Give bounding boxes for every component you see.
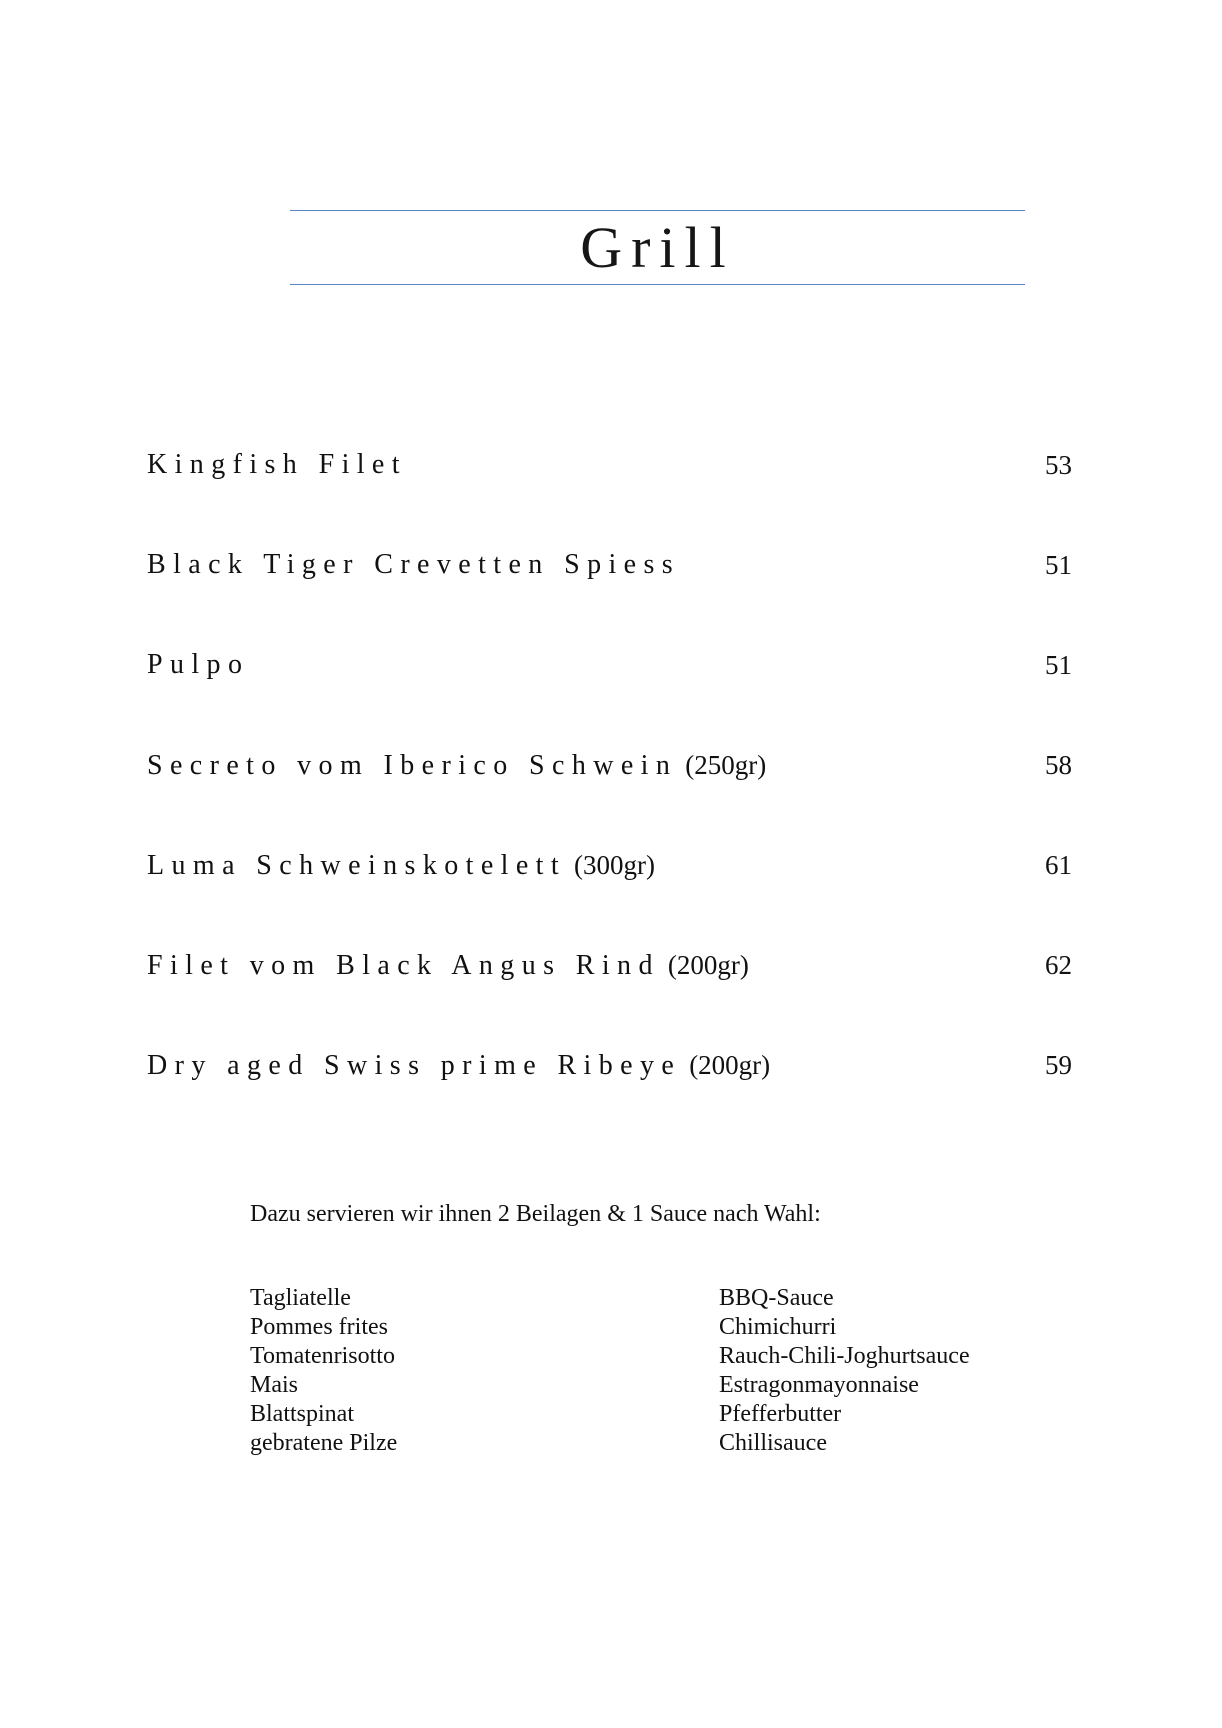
sauces-list bbox=[719, 1284, 970, 1458]
dish-row bbox=[147, 545, 1072, 645]
dish-weight: (250gr) bbox=[685, 750, 767, 780]
sauce-item: Rauch-Chili-Joghurtsauce bbox=[719, 1343, 970, 1369]
sauce-item: Pfefferbutter bbox=[719, 1401, 842, 1427]
dish-weight: (200gr) bbox=[667, 950, 749, 980]
sides-list bbox=[250, 1284, 397, 1458]
dish-row bbox=[147, 1045, 1072, 1145]
dish-name: Filet vom Black Angus Rind bbox=[147, 950, 660, 981]
side-item: gebratene Pilze bbox=[250, 1430, 398, 1456]
dish-price: 51 bbox=[1045, 650, 1072, 680]
side-item: Mais bbox=[250, 1372, 298, 1398]
dish-weight: (300gr) bbox=[574, 850, 655, 880]
dish-name: Luma Schweinskotelett bbox=[147, 850, 567, 881]
dish-name: Pulpo bbox=[147, 649, 250, 680]
dish-row bbox=[147, 845, 1072, 945]
side-item: Tomatenrisotto bbox=[250, 1343, 395, 1369]
side-item: Pommes frites bbox=[250, 1314, 388, 1340]
page-title: Grill bbox=[580, 215, 735, 280]
dish-price: 58 bbox=[1045, 750, 1072, 780]
dish-list bbox=[147, 445, 1072, 1145]
title-rule-bottom bbox=[290, 284, 1025, 285]
dish-weight: (200gr) bbox=[689, 1050, 771, 1080]
dish-name: Secreto vom Iberico Schwein bbox=[147, 750, 678, 781]
dish-price: 51 bbox=[1045, 550, 1072, 580]
sauce-item: Estragonmayonnaise bbox=[719, 1372, 919, 1398]
side-item: Tagliatelle bbox=[250, 1285, 351, 1311]
dish-price: 59 bbox=[1045, 1050, 1072, 1080]
dish-name: Black Tiger Crevetten Spiess bbox=[147, 549, 681, 580]
dish-row bbox=[147, 445, 1072, 545]
dish-row bbox=[147, 745, 1072, 845]
accompaniments-intro: Dazu servieren wir ihnen 2 Beilagen & 1 Sauce nach Wahl: bbox=[250, 1201, 821, 1227]
title-rule-top bbox=[290, 210, 1025, 211]
dish-price: 61 bbox=[1045, 850, 1072, 880]
dish-row bbox=[147, 645, 1072, 745]
title-block bbox=[290, 208, 1025, 288]
dish-row bbox=[147, 945, 1072, 1045]
dish-name: Dry aged Swiss prime Ribeye bbox=[147, 1050, 682, 1081]
accompaniments-section bbox=[250, 1198, 1010, 1456]
dish-name: Kingfish Filet bbox=[147, 449, 407, 480]
sauce-item: Chillisauce bbox=[719, 1430, 827, 1456]
sauce-item: BBQ-Sauce bbox=[719, 1285, 834, 1311]
dish-price: 62 bbox=[1045, 950, 1072, 980]
side-item: Blattspinat bbox=[250, 1401, 354, 1427]
sauce-item: Chimichurri bbox=[719, 1314, 837, 1340]
dish-price: 53 bbox=[1045, 450, 1072, 480]
